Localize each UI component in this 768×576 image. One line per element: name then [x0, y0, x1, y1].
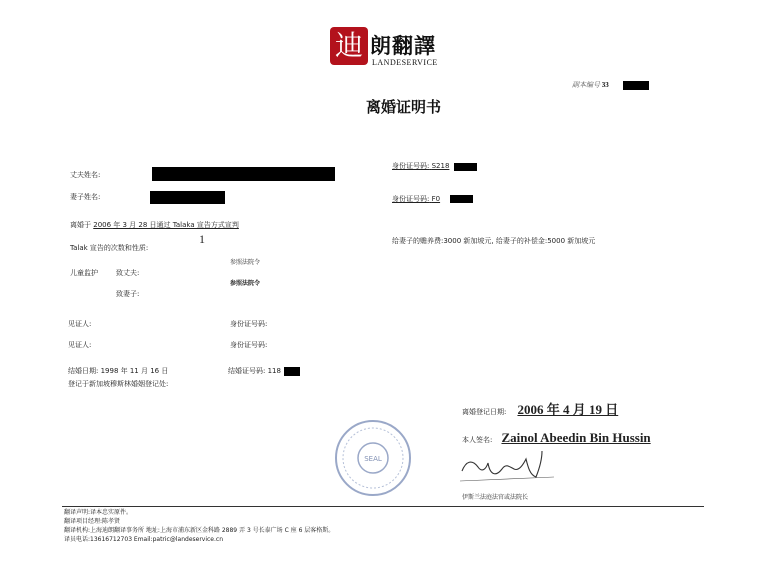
witness-2-label: 见证人: — [68, 341, 92, 349]
witness-1-label: 见证人: — [68, 320, 92, 328]
payments-text: 给妻子的赡养费:3000 新加坡元, 给妻子的补偿金:5000 新加坡元 — [392, 237, 596, 245]
registrar-caption: 伊斯兰法庭法官或法院长 — [462, 494, 529, 501]
signature-name: Zainol Abeedin Bin Hussin — [501, 430, 651, 445]
footer-line-3: 翻译机构:上海迪朗翻译事务所 地址:上海市浦东新区金科路 2889 弄 3 号长泰广场 C 座 6 层客格斯。 — [64, 527, 335, 534]
registry-text: 登记于新加坡穆斯林婚姻登记处: — [68, 380, 169, 388]
husband-name-redaction — [152, 167, 335, 181]
husband-id-redaction — [454, 163, 477, 171]
document-title: 离婚证明书 — [366, 98, 442, 116]
copy-number-label: 副本编号 — [572, 81, 600, 89]
signature-label: 本人签名: — [462, 436, 493, 444]
husband-id-label: 身份证号码: S218 — [392, 162, 450, 170]
footer-line-1: 翻译声明:译本忠实原件。 — [64, 509, 133, 516]
talak-count-label: Talak 宣告的次数和性质: — [70, 244, 149, 252]
logo-chinese-text: 朗翻譯 — [370, 33, 436, 58]
wife-label: 妻子姓名: — [70, 193, 101, 201]
handwritten-signature — [458, 447, 558, 491]
footer-divider — [62, 506, 704, 507]
witness-2-id-label: 身份证号码: — [230, 341, 268, 349]
logo-mark: 迪 — [330, 27, 368, 65]
husband-label: 丈夫姓名: — [70, 171, 101, 179]
signature-line — [462, 427, 651, 446]
logo-english-text: LANDESERVICE — [372, 58, 438, 67]
wife-id-label: 身份证号码: F0 — [392, 195, 441, 203]
wife-name-redaction — [150, 191, 225, 204]
divorce-line: 离婚于 2006 年 3 月 28 日通过 Talaka 宣告方式宣判 — [70, 221, 239, 229]
marriage-date: 结婚日期: 1998 年 11 月 16 日 — [68, 367, 169, 375]
custody-husband-label: 致丈夫: — [116, 269, 140, 277]
official-seal — [334, 419, 412, 497]
talak-count-value: 1 — [199, 232, 205, 246]
custody-label: 儿童监护 — [70, 269, 98, 277]
marriage-cert-redaction — [284, 367, 300, 376]
seal-text: SEAL — [364, 455, 382, 463]
footer-line-4: 译员电话:13616712703 Email:patric@landeservice.cn — [64, 536, 224, 543]
copy-number-redaction — [623, 81, 649, 90]
registration-date-label: 离婚登记日期: — [462, 408, 507, 416]
wife-id-redaction — [450, 195, 473, 203]
court-order-2: 参照法院令 — [230, 280, 261, 287]
copy-number — [572, 80, 609, 90]
copy-number-value: 33 — [601, 81, 609, 89]
footer-line-2: 翻译项目经理:陈孝贤 — [64, 518, 121, 525]
marriage-cert: 结婚证号码: 118 — [228, 367, 281, 375]
registration-date — [462, 399, 618, 418]
divorce-date: 2006 年 3 月 28 日通过 Talaka 宣告方式宣判 — [93, 221, 239, 229]
registration-date-value: 2006 年 4 月 19 日 — [517, 402, 619, 417]
witness-1-id-label: 身份证号码: — [230, 320, 268, 328]
custody-wife-label: 致妻子: — [116, 290, 140, 298]
court-order-1: 参照法院令 — [230, 259, 261, 266]
